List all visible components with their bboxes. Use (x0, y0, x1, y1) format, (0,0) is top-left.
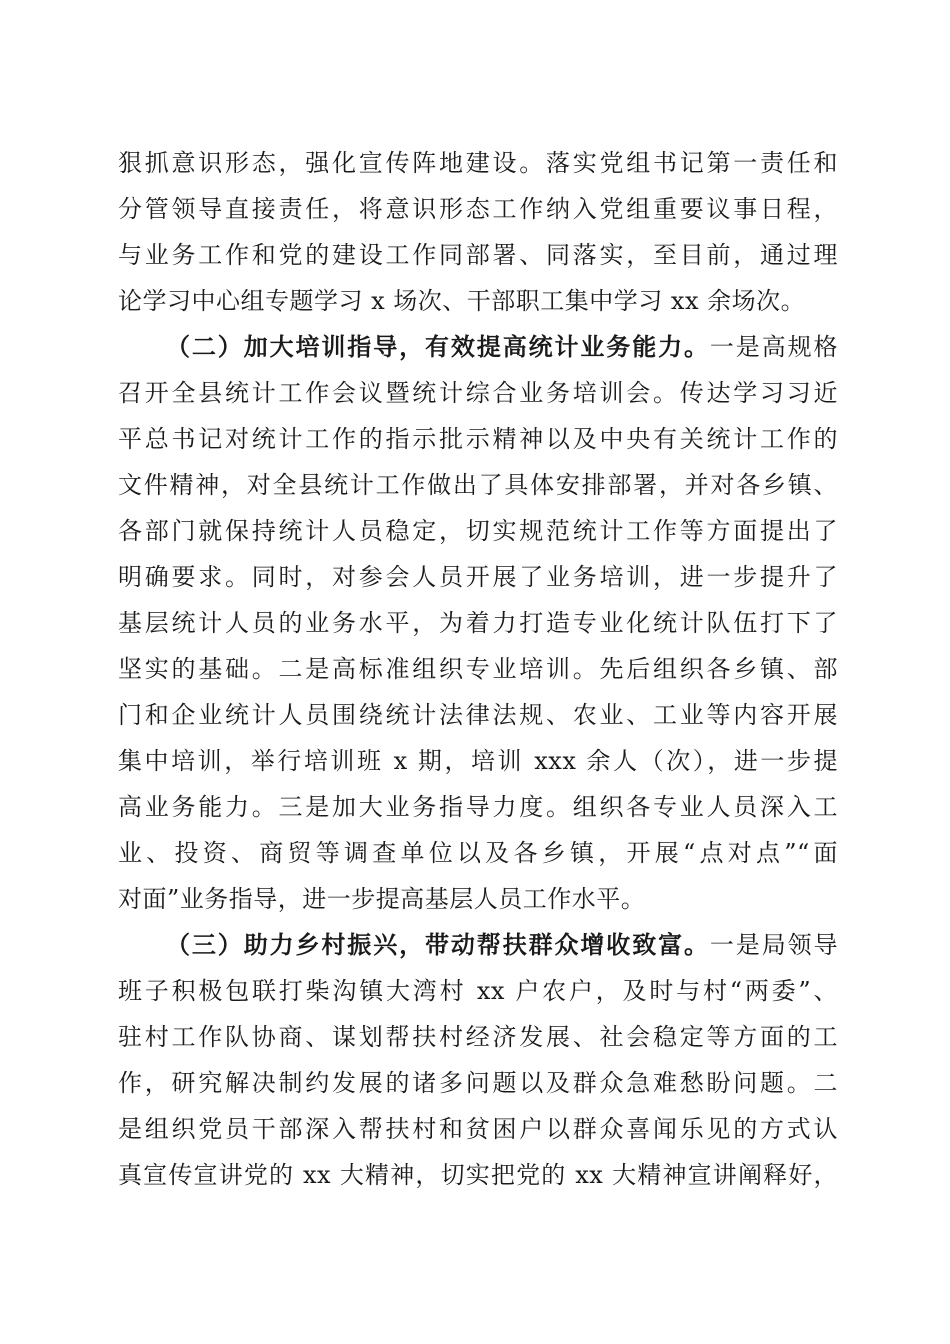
text-line (118, 278, 838, 324)
text-line (118, 600, 838, 646)
text-line (118, 508, 838, 554)
text-segment: 狠抓意识形态，强化宣传阵地建设。落实党组书记第一责任和 (118, 149, 838, 177)
section-heading: （三）助力乡村振兴，带动帮扶群众增收致富。 (166, 930, 710, 959)
text-line (118, 1060, 838, 1106)
text-line (118, 968, 838, 1014)
section-heading-line (118, 324, 838, 370)
text-segment: 坚实的基础。二是高标准组织专业培训。先后组织各乡镇、部 (118, 655, 838, 683)
text-segment: 一是局领导 (709, 931, 839, 959)
text-line (118, 140, 838, 186)
text-line (118, 830, 838, 876)
text-line (118, 232, 838, 278)
text-segment: 业、投资、商贸等调查单位以及各乡镇，开展“点对点”“面 (118, 839, 838, 867)
text-line (118, 692, 838, 738)
text-segment: 召开全县统计工作会议暨统计综合业务培训会。传达学习习近 (118, 379, 838, 407)
text-line (118, 416, 838, 462)
text-segment: 对面”业务指导，进一步提高基层人员工作水平。 (118, 885, 646, 913)
text-line (118, 738, 838, 784)
text-segment: 是组织党员干部深入帮扶村和贫困户以群众喜闻乐见的方式认 (118, 1115, 838, 1143)
text-line (118, 462, 838, 508)
text-segment: 分管领导直接责任，将意识形态工作纳入党组重要议事日程， (118, 195, 838, 223)
text-segment: 基层统计人员的业务水平，为着力打造专业化统计队伍打下了 (118, 609, 838, 637)
text-segment: 作，研究解决制约发展的诸多问题以及群众急难愁盼问题。二 (118, 1069, 838, 1097)
text-segment: 门和企业统计人员围绕统计法律法规、农业、工业等内容开展 (118, 701, 838, 729)
text-segment: 文件精神，对全县统计工作做出了具体安排部署，并对各乡镇、 (118, 471, 838, 499)
text-line (118, 1106, 838, 1152)
text-line (118, 1014, 838, 1060)
text-segment: 与业务工作和党的建设工作同部署、同落实，至目前，通过理 (118, 241, 838, 269)
text-segment: 集中培训，举行培训班 x 期，培训 xxx 余人（次），进一步提 (118, 747, 838, 775)
section-heading-line (118, 922, 838, 968)
document-body (118, 140, 838, 1198)
text-segment: 驻村工作队协商、谋划帮扶村经济发展、社会稳定等方面的工 (118, 1023, 838, 1051)
text-segment: 论学习中心组专题学习 x 场次、干部职工集中学习 xx 余场次。 (118, 287, 806, 315)
text-line (118, 784, 838, 830)
text-segment: 高业务能力。三是加大业务指导力度。组织各专业人员深入工 (118, 793, 838, 821)
text-segment: 真宣传宣讲党的 xx 大精神，切实把党的 xx 大精神宣讲阐释好， (118, 1161, 838, 1189)
text-line (118, 554, 838, 600)
text-line (118, 186, 838, 232)
text-segment: 各部门就保持统计人员稳定，切实规范统计工作等方面提出了 (118, 517, 838, 545)
text-line (118, 646, 838, 692)
text-line (118, 370, 838, 416)
text-segment: 班子积极包联打柴沟镇大湾村 xx 户农户，及时与村“两委”、 (118, 977, 838, 1005)
text-segment: 平总书记对统计工作的指示批示精神以及中央有关统计工作的 (118, 425, 838, 453)
text-line (118, 1152, 838, 1198)
text-line (118, 876, 838, 922)
text-segment: 一是高规格 (709, 333, 839, 361)
section-heading: （二）加大培训指导，有效提高统计业务能力。 (166, 332, 710, 361)
text-segment: 明确要求。同时，对参会人员开展了业务培训，进一步提升了 (118, 563, 838, 591)
